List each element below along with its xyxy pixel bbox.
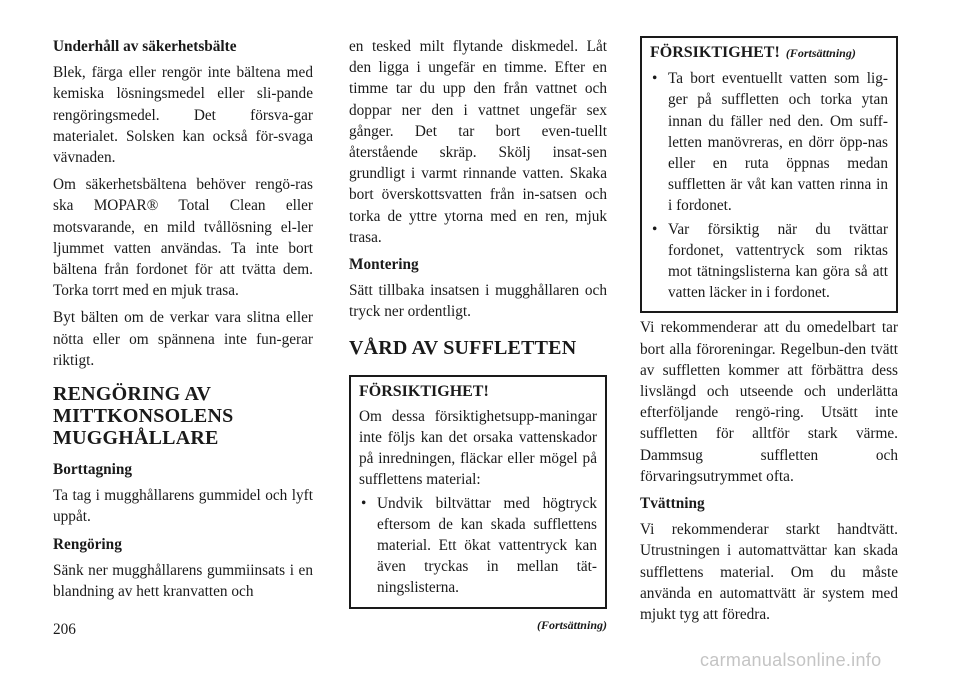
subheading-montering: Montering [349, 256, 419, 274]
section-title-suffletten: VÅRD AV SUFFLETTEN [349, 336, 577, 359]
caution-list [359, 493, 597, 599]
section-title-mugghallare [53, 383, 313, 449]
column-middle [349, 36, 607, 636]
subheading-underhall: Underhåll av säkerhetsbälte [53, 38, 237, 55]
caution-title: FÖRSIKTIGHET! [359, 382, 489, 400]
paragraph: Byt bälten om de verkar vara slitna eller nötta eller om spännena inte fun-gerar riktigt. [53, 309, 313, 369]
caution-title-continued: (Fortsättning) [785, 46, 856, 60]
continued-label: (Fortsättning) [536, 617, 607, 632]
paragraph: Vi rekommenderar starkt handtvätt. Utrustningen i automattvättar kan skada sufflettens material. Om du måste använda en automattvätt är system med mjukt tyg att föredra. [640, 521, 898, 624]
page-number: 206 [53, 621, 76, 638]
subheading-borttagning: Borttagning [53, 461, 133, 479]
watermark: carmanualsonline.info [700, 650, 882, 670]
paragraph: en tesked milt flytande diskmedel. Låt den ligga i ungefär en timme. Efter en timme tar du upp den från vattnet och doppar ner den i vattnet ungefär sex gånger. Det tar bort even-tuellt återstående skräp. Skölj insat-sen grundligt i varmt rinnande vatten. Skaka bort överskottsvatten från in-satsen och torka de yttre ytorna med en ren, mjuk trasa. [349, 38, 607, 246]
section-title-line: RENGÖRING AV [53, 383, 212, 406]
caution-bullet: • Ta bort eventuellt vatten som lig-ger på suffletten och torka ytan innan du fäller ned den. Om suff-letten manövreras, en dörr öpp-nas eller en ruta öppnas medan suffletten är våt kan vatten rinna in i fordonet. [650, 68, 888, 216]
column-left [53, 36, 313, 608]
caution-box [349, 375, 607, 609]
subheading-rengoring: Rengöring [53, 535, 122, 553]
paragraph: Sätt tillbaka insatsen i mugghållaren och tryck ner ordentligt. [349, 282, 607, 321]
caution-intro: Om dessa försiktighetsupp-maningar inte följs kan det orsaka vattenskador på inredningen, fläckar eller mögel på sufflettens material: [359, 407, 597, 489]
paragraph: Ta tag i mugghållarens gummidel och lyft uppåt. [53, 487, 313, 526]
caution-bullet: • Undvik biltvättar med högtryck eftersom de kan skada sufflettens material. Ett ökat vattentryck kan även tryckas in mellan tät-ningslisterna. [359, 493, 597, 599]
caution-box-continued [640, 36, 898, 313]
subheading-tvattning: Tvättning [640, 495, 705, 513]
caution-title-text: FÖRSIKTIGHET! [650, 44, 780, 61]
paragraph: Vi rekommenderar att du omedelbart tar bort alla föroreningar. Regelbun-den tvätt av suffletten kommer att förbättra dess livslängd och utseende och underlätta efterföljande rengö-ring. Utsätt inte suffletten för alltför stark värme. Dammsug suffletten och förvaringsutrymmet ofta. [640, 319, 898, 485]
section-title-line: MITTKONSOLENS [53, 405, 234, 428]
section-title-line: MUGGHÅLLARE [53, 427, 219, 450]
paragraph: Blek, färga eller rengör inte bältena med kemiska lösningsmedel eller sli-pande rengöringsmedel. Det försva-gar materialet. Solsken kan också för-svaga vävnaden. [53, 64, 313, 167]
caution-title [650, 42, 888, 64]
paragraph: Sänk ner mugghållarens gummiinsats i en blandning av hett kranvatten och [53, 561, 313, 601]
caution-list [650, 68, 888, 303]
caution-bullet: • Var försiktig när du tvättar fordonet, vattentryck som riktas mot tätningslisterna kan göra så att vatten läcker in i fordonet. [650, 219, 888, 304]
column-right [640, 36, 898, 631]
paragraph: Om säkerhetsbältena behöver rengö-ras ska MOPAR® Total Clean eller motsvarande, en mild tvållösning el-ler ljummet vatten användas. Ta inte bort bältena från fordonet för att tvätta dem. Torka torrt med en mjuk trasa. [53, 176, 313, 300]
